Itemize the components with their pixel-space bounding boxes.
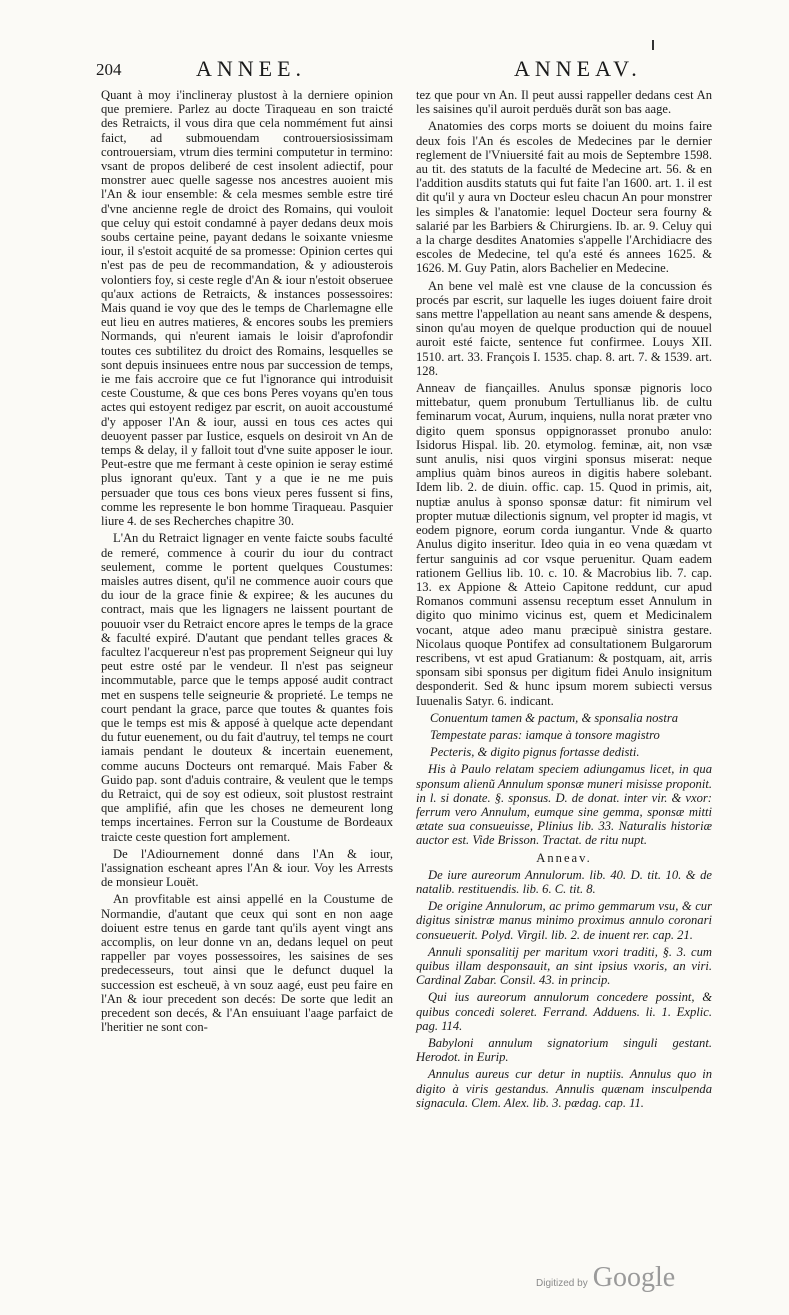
paragraph: De origine Annulorum, ac primo gemmarum vsu, & cur digitus sinistræ manus minimo proximus annulo coronari consueuerit. Polyd. Virgil. lib. 2. de inuent rer. cap. 21. — [416, 899, 712, 942]
paragraph: Quant à moy i'inclineray plustost à la derniere opinion que premiere. Parlez au docte Tiraqueau en son traicté des Retraicts, il vous dira que cela nommément fut ainsi faict, ad submouendam controuersiosissimam controuersiam, vtrum dies termini computetur in termino: vsant de propos deliberé de cest insolent adiectif, pour monstrer auec quelle sagesse nos ancestres auoient mis l'An & iour ensemble: & cela mesmes semble estre tiré d'vne ancienne regle de droict des Romains, qui vouloit que celuy qui estoit condamné à payer dedans deux mois soubs certaine peine, payant dedans le soixante vniesme iour, il s'estoit acquité de sa promesse: Opinion certes qui n'est pas de peu de recommandation, & y adiousterois volontiers foy, si ceste regle d'An & iour n'estoit obseruee qu'aux actions de Retraicts, & instances possessoires: Mais quand ie voy que des le temps de Charlemagne elle eut lieu en autres matieres, & encores soubs les premiers Normands, qui n'eurent iamais le loisir d'aprofondir toutes ces subtilitez du droict des Romains, lesquelles se sont depuis insinuees entre nous par succession de temps, ie me fais accroire que ce fut l'ignorance qui introduisit ceste Coustume, & que ces bons Peres voyans qu'en tous actes qui estoyent redigez par escrit, on auoit accoustumé d'y apposer l'An & iour, aussi en tous ces actes qui deuoyent passer par Iustice, esquels on desiroit vn An de temps & delay, il y falloit tout d'vne suite apposer le iour. Peut-estre que me fermant à ceste opinion ie seray estimé plus ignorant qu'eux. Tant y a que ie ne me puis persuader que tous ces bons vieux peres fussent si fins, comme les represente le bon homme Tiraqueau. Pasquier liure 4. de ses Recherches chapitre 30. — [101, 88, 393, 529]
left-column — [101, 88, 393, 1037]
paragraph: Babyloni annulum signatorium singuli gestant. Herodot. in Eurip. — [416, 1036, 712, 1065]
verse-line: Tempestate paras: iamque à tonsore magistro — [430, 727, 660, 742]
digitized-label: Digitized by — [536, 1278, 588, 1289]
google-logo: Google — [592, 1262, 676, 1293]
verse-line: Conuentum tamen & pactum, & sponsalia nostra — [430, 710, 679, 725]
margin-mark — [652, 40, 654, 50]
paragraph: Anatomies des corps morts se doiuent du moins faire deux fois l'An és escoles de Medecines par le dernier reglement de l'Vniuersité fait au mois de Septembre 1598. au tit. des statuts de la faculté de Medecine art. 56. & en l'addition ausdits statuts qui fut faite l'an 1600. art. 1. il est dit qu'il y aura vn Docteur esleu chacun An pour monstrer les simples & l'anatomie: lequel Docteur sera fourny & salarié par les Barbiers & Chirurgiens. Ib. ar. 9. Celuy qui a la charge desdites Anatomies s'appelle l'Archidiacre des escoles de Medecine, tel qu'a esté és annees 1625. & 1626. M. Guy Patin, alors Bachelier en Medecine. — [416, 119, 712, 276]
paragraph: An provfitable est ainsi appellé en la Coustume de Normandie, d'autant que ceux qui sont en non aage doiuent estre tenus en garde tant qu'ils ayent vingt ans accomplis, on leur donne vn an, dedans lequel on peut rappeller par voyes possessoires, les saisines de ses predecesseurs, tout ainsi que le defunct duquel la succession est escheuë, à vn souz aagé, eust peu faire en l'An & iour precedent son decés: De sorte que ledit an precedent son decés, & l'An ensuiuant l'aage parfaict de l'heritier ne sont con- — [101, 892, 393, 1035]
running-head-left: ANNEE. — [196, 56, 307, 81]
running-head-right: ANNEAV. — [514, 56, 642, 81]
paragraph: tez que pour vn An. Il peut aussi rappeller dedans cest An les saisines qu'il auroit perduës durãt son bas aage. — [416, 88, 712, 117]
verse-line: Pecteris, & digito pignus fortasse dedisti. — [430, 745, 640, 760]
paragraph: Anneav de fiançailles. Anulus sponsæ pignoris loco mittebatur, quem pronubum Tertullianus lib. de cultu feminarum vocat, Aurum, inquiens, nulla norat præter vno digito quem sponsus oppignorasset pronubo anulo: Isidorus Hispal. lib. 20. etymolog. feminæ, ait, non vsæ sunt anulis, nisi quos virgini sponsus miserat: neque amplius quàm binos aureos in digitis habere solebant. Idem lib. 2. de diuin. offic. cap. 15. Quod in primis, ait, nuptiæ anulus à sponso sponsæ datur: fit nimirum vel propter mutuæ dilectionis signum, vel propter id magis, vt eodem pignore, eorum corda iungantur. Vnde & quarto Anulus digito inseritur. Ideo quia in eo vena quædam vt fertur sanguinis ad cor vsque peruenitur. Quam eadem rationem Gellius lib. 10. c. 10. & Macrobius lib. 7. cap. 13. ex Appione & Atteio Capitone reddunt, cur apud Romanos communi assensu receptum esset Annulum in digito quo minimo vicinus est, quem et Medicinalem vocant, atque adeo manu præcipuè sinistra gestare. Nicolaus quoque Pontifex ad consultationem Bulgarorum rescribens, vt est apud Gratianum: & postquam, ait, arris sponsam sibi sponsus per digitum fidei Anulo insignitum desponderit. Sed & hunc ipsum morem subiecti versus Iuuenalis Satyr. 6. indicant. — [416, 381, 712, 708]
paragraph: An bene vel malè est vne clause de la concussion és procés par escrit, sur laquelle les iuges doiuent faire droit sans mettre l'appellation au neant sans amende & despens, sinon qu'au moyen de quelque production qui de nouuel auroit esté faicte, sentence fut confirmee. Louys XII. 1510. art. 33. François I. 1535. chap. 8. art. 7. & 1539. art. 128. — [416, 278, 712, 378]
paragraph: L'An du Retraict lignager en vente faicte soubs faculté de remeré, commence à courir du iour du contract seulement, comme le portent quelques Coustumes: maisles autres disent, qu'il ne commence auoir cours que du iour de la grace finie & expiree; & les aucunes du contract, mais que les lignagers ne laissent pourtant de pouuoir vser du Retraict encore apres le temps de la grace & faculté expiré. D'autant que pendant telles graces & facultez l'acquereur n'est pas proprement Seigneur qui luy peut estre osté par le vendeur. Il n'est pas seigneur incommutable, parce que le temps apposé audit contract met en suspens telle seigneurie & proprieté. Le temps ne court pendant la grace, parce que toutes & quantes fois que le temps est mis & apposé à quelque acte dependant du futur euenement, ou du fait d'autruy, tel temps ne court iamais pendant le douteux & incertain euenement, comme aucuns Docteurs ont remarqué. Mais Faber & Guido pap. sont d'aduis contraire, & veulent que le temps du Retraict, qui de soy est odieux, soit plustost restraint que amplifié, afin que les choses ne demeurent long temps incertaines. Ferron sur la Coustume de Bordeaux traicte ceste question fort amplement. — [101, 531, 393, 844]
section-heading: Anneav. — [536, 850, 592, 865]
paragraph: De iure aureorum Annulorum. lib. 40. D. tit. 10. & de natalib. restituendis. lib. 6. C. tit. 8. — [416, 867, 712, 896]
paragraph: His à Paulo relatam speciem adiungamus licet, in qua sponsum alienũ Annulum sponsæ muneri misisse proponit. in l. si donate. §. sponsus. D. de donat. inter vir. & vxor: ferrum vero Annulum, eumque sine gemma, sponsæ mitti ætate sua consueuisse, Plinius lib. 33. Naturalis historiæ auctor est. Vide Brisson. Tractat. de ritu nupt. — [416, 762, 712, 848]
paragraph: Qui ius aureorum annulorum concedere possint, & quibus concedi soleret. Ferrand. Adduens. li. 1. Explic. pag. 114. — [416, 990, 712, 1033]
paragraph: Annuli sponsalitij per maritum vxori traditi, §. 3. cum quibus illam desponsauit, an sint ipsius vxoris, an viri. Cardinal Zabar. Consil. 43. in princip. — [416, 944, 712, 988]
paragraph: Annulus aureus cur detur in nuptiis. Annulus quo in digito à viris gestandus. Annulis quænam insculpenda signacula. Clem. Alex. lib. 3. pædag. cap. 11. — [416, 1067, 712, 1110]
right-column — [416, 88, 712, 1113]
digitized-watermark — [536, 1262, 675, 1294]
paragraph: De l'Adiournement donné dans l'An & iour, l'assignation escheant apres l'An & iour. Voy les Arrests de monsieur Louët. — [101, 846, 393, 890]
page-number: 204 — [96, 60, 122, 79]
